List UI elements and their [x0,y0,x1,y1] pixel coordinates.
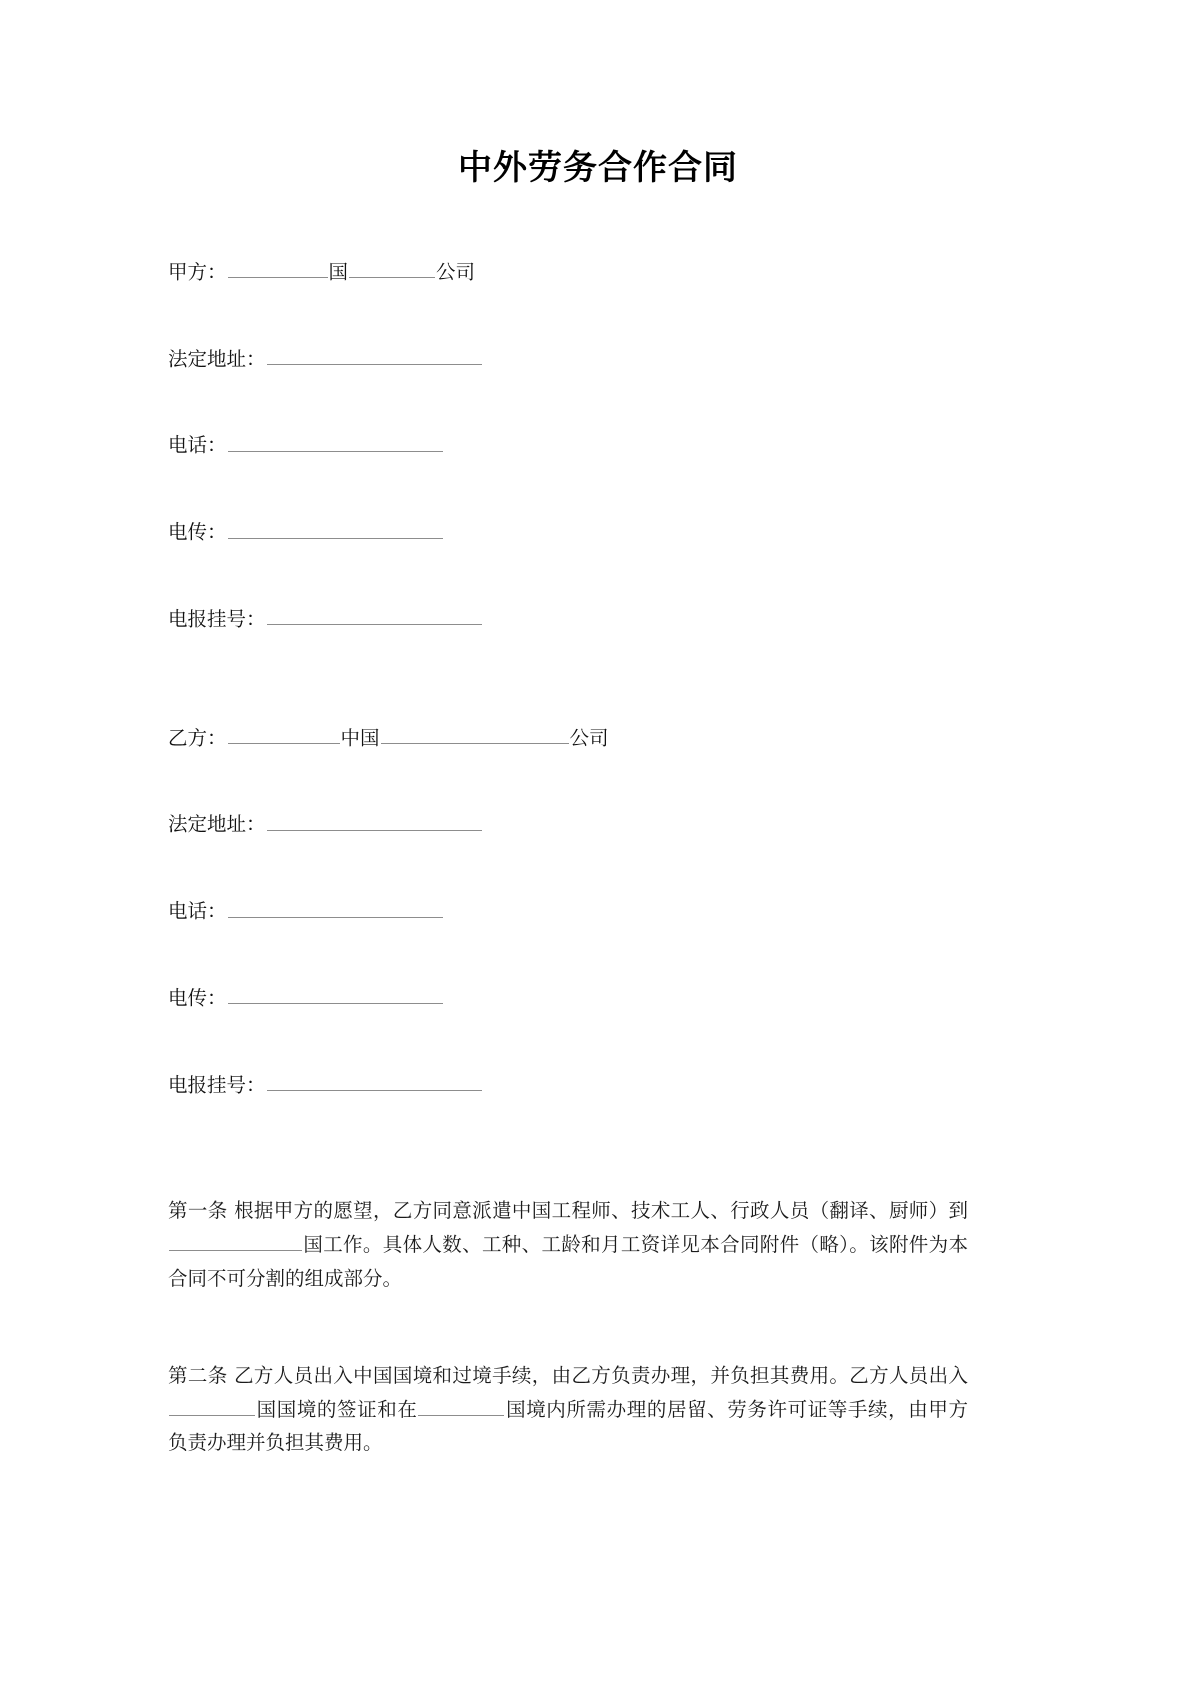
article-2 [168,1359,968,1460]
article-2-residence-country-blank[interactable] [418,1394,504,1415]
party-a-company-word: 公司 [436,260,476,284]
spacer [168,751,1028,809]
party-b-company-blank[interactable] [381,723,569,744]
spacer [168,546,1028,604]
spacer [168,189,1028,257]
party-a-telex-blank[interactable] [228,517,443,538]
party-a-name-row [168,257,1028,286]
article-1 [168,1194,968,1295]
article-2-text-part-2: 国国境的签证和在 [256,1397,418,1421]
party-b-phone-blank[interactable] [228,896,443,917]
party-b-country-word: 中国 [340,726,380,750]
document-content [168,0,1028,1460]
party-a-phone-blank[interactable] [228,430,443,451]
party-b-cable-blank[interactable] [267,1070,482,1091]
spacer [168,1295,1028,1359]
party-a-address-label: 法定地址： [168,347,266,371]
party-b-telex-row [168,983,1028,1012]
party-a-address-row [168,344,1028,373]
spacer [168,372,1028,430]
party-a-telex-label: 电传： [168,520,227,544]
party-b-label: 乙方： [168,726,227,750]
spacer [168,1012,1028,1070]
spacer [168,925,1028,983]
party-a-phone-label: 电话： [168,433,227,457]
party-b-block [168,723,1028,1099]
party-b-address-row [168,809,1028,838]
spacer [168,633,1028,723]
party-b-phone-row [168,896,1028,925]
article-1-country-blank[interactable] [169,1230,302,1251]
article-1-text-part-1: 根据甲方的愿望，乙方同意派遣中国工程师、技术工人、行政人员（翻译、厨师）到 [227,1199,968,1223]
party-a-cable-label: 电报挂号： [168,607,266,631]
party-a-telex-row [168,517,1028,546]
article-2-heading: 第二条 [168,1364,228,1388]
article-2-entry-country-blank[interactable] [169,1394,255,1415]
article-2-text-part-3: 国境内所需办理的居留、劳务许可证等手续，由甲方负责办理并负担其费用。 [168,1397,968,1455]
party-a-country-word: 国 [328,260,349,284]
article-2-text-part-1: 乙方人员出入中国国境和过境手续，由乙方负责办理，并负担其费用。乙方人员出入 [227,1364,968,1388]
party-a-block [168,257,1028,633]
party-a-label: 甲方： [168,260,227,284]
party-b-cable-row [168,1070,1028,1099]
party-a-phone-row [168,430,1028,459]
page-title: 中外劳务合作合同 [458,148,738,188]
party-a-company-blank[interactable] [349,257,435,278]
spacer [168,1098,1028,1194]
party-b-name-row [168,723,1028,752]
party-b-telex-label: 电传： [168,986,227,1010]
party-b-address-label: 法定地址： [168,812,266,836]
party-b-phone-label: 电话： [168,899,227,923]
party-a-address-blank[interactable] [267,344,482,365]
spacer [168,286,1028,344]
party-a-cable-row [168,604,1028,633]
party-b-company-word: 公司 [569,726,609,750]
spacer [168,838,1028,896]
party-b-address-blank[interactable] [267,809,482,830]
party-b-prefix-blank[interactable] [228,723,340,744]
article-1-heading: 第一条 [168,1199,228,1223]
spacer [168,459,1028,517]
party-a-country-blank[interactable] [228,257,328,278]
party-a-cable-blank[interactable] [267,604,482,625]
party-b-cable-label: 电报挂号： [168,1073,266,1097]
article-1-text-part-2: 国工作。具体人数、工种、工龄和月工资详见本合同附件（略）。该附件为本合同不可分割的组成部分。 [168,1232,968,1290]
party-b-telex-blank[interactable] [228,983,443,1004]
